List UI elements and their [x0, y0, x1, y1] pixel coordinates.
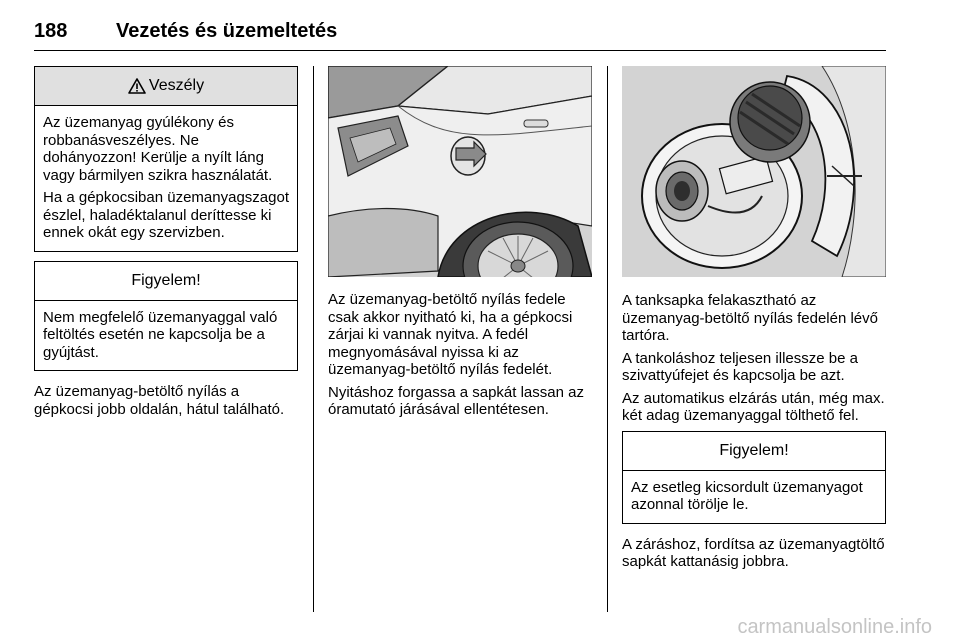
body-paragraph: Az üzemanyag-betöltő nyílás a gépkocsi jobb oldalán, hátul található.	[34, 383, 285, 418]
danger-box-body	[35, 106, 297, 251]
danger-box-title: Veszély	[148, 77, 205, 94]
column-left	[34, 66, 298, 423]
fuel-cap-holder-illustration	[622, 66, 886, 277]
column-divider	[313, 66, 314, 612]
notice-box-header	[623, 432, 885, 471]
danger-paragraph: Az üzemanyag gyúlékony és robbanásveszélyes. Ne dohányozzon! Kerülje a nyílt láng vagy bármilyen szikra használatát.	[43, 114, 273, 184]
danger-box	[34, 66, 298, 252]
notice-box-title: Figyelem!	[719, 441, 789, 459]
notice-box	[34, 261, 298, 372]
column-right	[622, 66, 886, 576]
car-rear-fuel-door-illustration	[328, 66, 592, 277]
danger-paragraph: Ha a gépkocsiban üzemanyagszagot észlel, haladéktalanul deríttesse ki ennek okát egy szervizben.	[43, 189, 289, 241]
watermark: carmanualsonline.info	[737, 616, 932, 638]
column-divider	[607, 66, 608, 612]
column-middle	[328, 66, 592, 424]
notice-box-header	[35, 262, 297, 301]
body-paragraph: Nyitáshoz forgassa a sapkát lassan az óramutató járásával ellentétesen.	[328, 383, 584, 418]
notice-text: Az esetleg kicsordult üzemanyagot azonnal törölje le.	[631, 478, 863, 513]
notice-text: Nem megfelelő üzemanyaggal való feltöltés esetén ne kapcsolja be a gyújtást.	[43, 308, 278, 361]
notice-box	[622, 431, 886, 524]
page-number: 188	[34, 20, 68, 42]
body-paragraph: A tankoláshoz teljesen illessze be a szivattyúfejet és kapcsolja be azt.	[622, 349, 858, 384]
car-rear-drawing	[328, 66, 592, 277]
body-paragraph: A tanksapka felakasztható az üzemanyag-betöltő nyílás fedelén lévő tartóra.	[622, 292, 878, 344]
danger-box-header	[35, 67, 297, 106]
page-header	[34, 20, 886, 51]
body-paragraph: Az üzemanyag-betöltő nyílás fedele csak akkor nyitható ki, ha a gépkocsi zárjai ki vannak nyitva. A fedél megnyomásával nyissa ki az üzemanyag-betöltő nyílás fedelét.	[328, 291, 573, 378]
warning-triangle-icon	[128, 78, 146, 94]
chapter-title: Vezetés és üzemeltetés	[116, 20, 338, 42]
body-paragraph: A záráshoz, fordítsa az üzemanyagtöltő sapkát kattanásig jobbra.	[622, 535, 885, 570]
notice-box-title: Figyelem!	[131, 271, 201, 289]
notice-box-body	[623, 471, 885, 523]
notice-box-body	[35, 301, 297, 371]
body-paragraph: Az automatikus elzárás után, még max. két adag üzemanyaggal tölthető fel.	[622, 389, 885, 424]
fuel-cap-drawing	[622, 66, 886, 277]
